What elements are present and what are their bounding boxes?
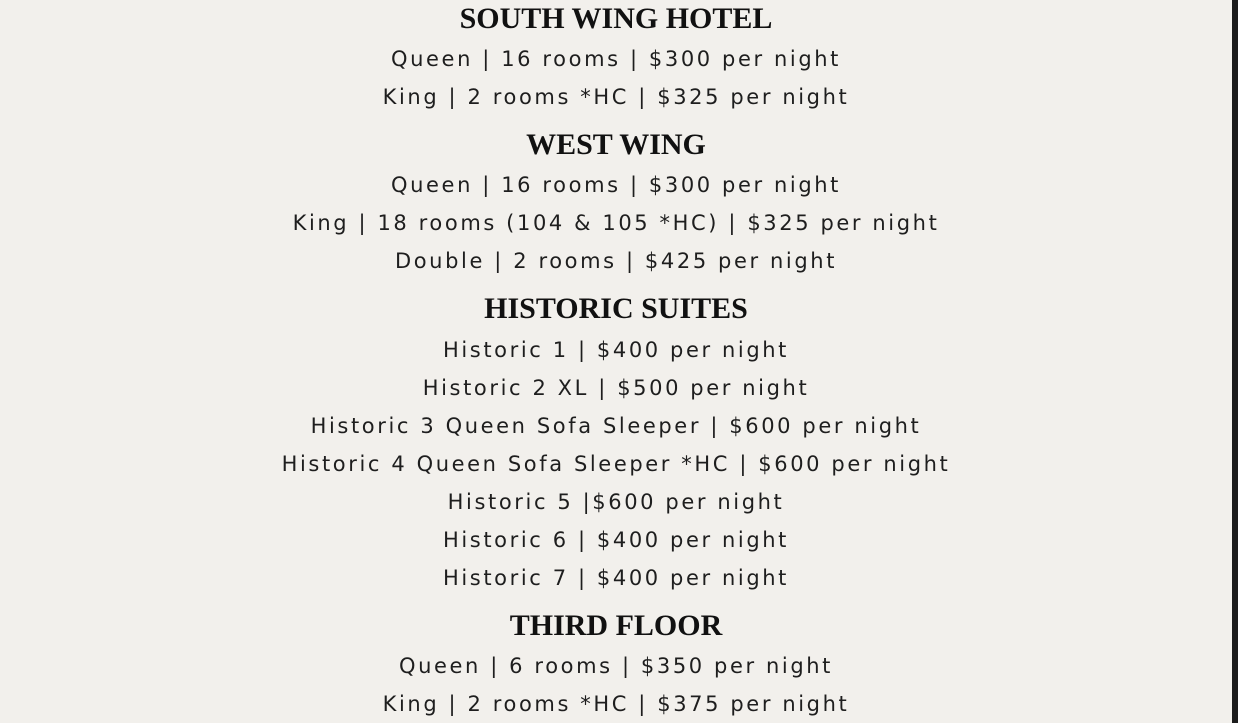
rate-line: Queen | 16 rooms | $300 per night bbox=[391, 47, 841, 71]
rate-line: Historic 2 XL | $500 per night bbox=[422, 376, 810, 400]
rate-line: Historic 5 |$600 per night bbox=[447, 490, 785, 514]
rate-line: Queen | 16 rooms | $300 per night bbox=[391, 173, 841, 197]
rate-line: King | 2 rooms *HC | $325 per night bbox=[382, 85, 850, 109]
rate-line: King | 18 rooms (104 & 105 *HC) | $325 per night bbox=[292, 211, 940, 235]
rate-line: Historic 6 | $400 per night bbox=[442, 528, 790, 552]
rate-line: Historic 3 Queen Sofa Sleeper | $600 per night bbox=[310, 414, 922, 438]
rate-line: Queen | 6 rooms | $350 per night bbox=[398, 654, 834, 678]
rate-line: King | 2 rooms *HC | $375 per night bbox=[382, 692, 850, 716]
rate-line: Double | 2 rooms | $425 per night bbox=[394, 249, 838, 273]
section-heading-historic-suites: HISTORIC SUITES bbox=[484, 292, 748, 325]
window-edge bbox=[1232, 0, 1238, 723]
section-heading-west-wing: WEST WING bbox=[526, 128, 706, 161]
rate-line: Historic 1 | $400 per night bbox=[442, 338, 790, 362]
section-heading-south-wing-hotel: SOUTH WING HOTEL bbox=[459, 2, 773, 35]
rate-line: Historic 7 | $400 per night bbox=[442, 566, 790, 590]
section-heading-third-floor: THIRD FLOOR bbox=[509, 609, 723, 642]
rate-line: Historic 4 Queen Sofa Sleeper *HC | $600 per night bbox=[281, 452, 951, 476]
